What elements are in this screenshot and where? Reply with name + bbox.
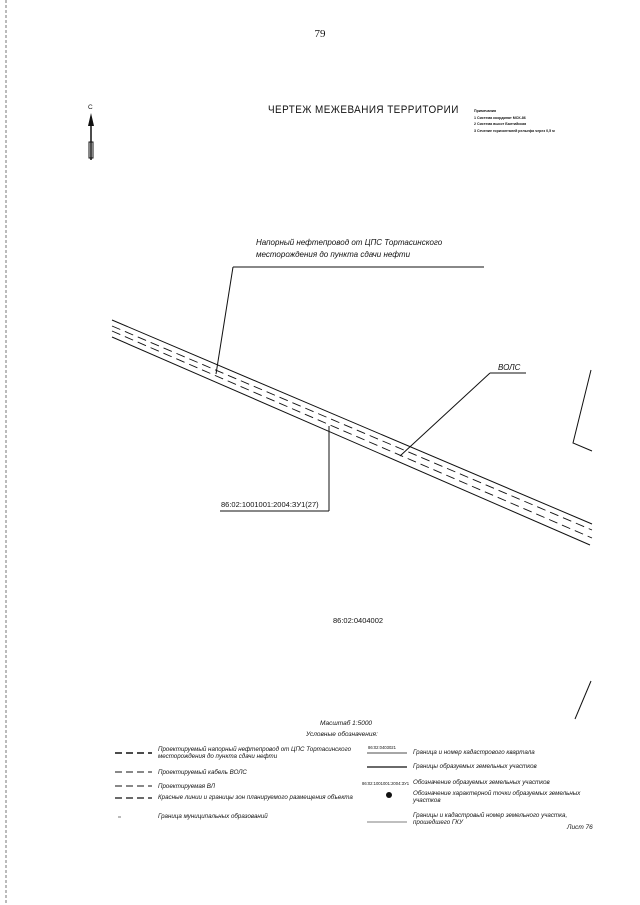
legend-right-item: Обозначение характерной точки образуемых земельных участков [413,790,581,804]
scale-label: Масштаб 1:5000 [320,720,373,727]
notes-item: 3 Сечение горизонталей рельефа через 0,5 м [474,128,555,133]
north-arrow-icon [88,113,94,160]
legend-left-item: Красные линии и границы зон планируемого размещения объекта [158,794,353,801]
notes-block [474,108,584,134]
legend-left-item: Проектируемая ВЛ [158,783,216,790]
quarter-boundary-lower [575,681,591,719]
notes-item: 1 Система координат МСК-86 [474,115,526,120]
legend-right-symbol: 86:02:1001001:2004:ЗУ1 [362,781,410,786]
legend-right-symbols [367,753,407,822]
legend-left-symbols [115,753,152,817]
legend-left-item: Граница муниципальных образований [158,813,268,820]
parcel-label: 86:02:1001001:2004:ЗУ1(27) [221,500,319,509]
notes-item: 2 Система высот Балтийская [474,122,527,126]
pipeline-line [112,326,592,530]
sheet-number: Лист 76 [567,824,593,831]
quarter-label: 86:02:0404002 [333,616,384,625]
map-title: ЧЕРТЕЖ МЕЖЕВАНИЯ ТЕРРИТОРИИ [268,104,459,116]
page-number: 79 [314,28,326,40]
corridor-upper-boundary [112,320,592,524]
vols-leader [400,373,490,456]
pipeline-label-line2: месторождения до пункта сдачи нефти [256,250,411,259]
pipeline-leader [216,267,233,374]
vols-label: ВОЛС [498,363,521,372]
quarter-boundary-right [573,370,592,451]
legend-title: Условные обозначения: [306,731,378,738]
notes-heading: Примечания [474,109,497,113]
legend-left-item: Проектируемый кабель ВОЛС [158,769,247,776]
legend-right-item: Границы образуемых земельных участков [413,763,537,770]
legend-right-item: Обозначение образуемых земельных участков [413,779,550,786]
legend-right-item: Границы и кадастровый номер земельного участка, прошедшего ГКУ [413,812,568,826]
north-label: С [88,104,93,111]
legend-left-item: Проектируемый напорный нефтепровод от ЦПС Тортасинского месторождения до пункта сдачи нефти [158,746,352,760]
legend-right-item: Граница и номер кадастрового квартала [413,749,535,756]
legend-right-symbol: 86:02:0403021 [368,745,396,750]
pipeline-label-line1: Напорный нефтепровод от ЦПС Тортасинского [256,238,443,247]
